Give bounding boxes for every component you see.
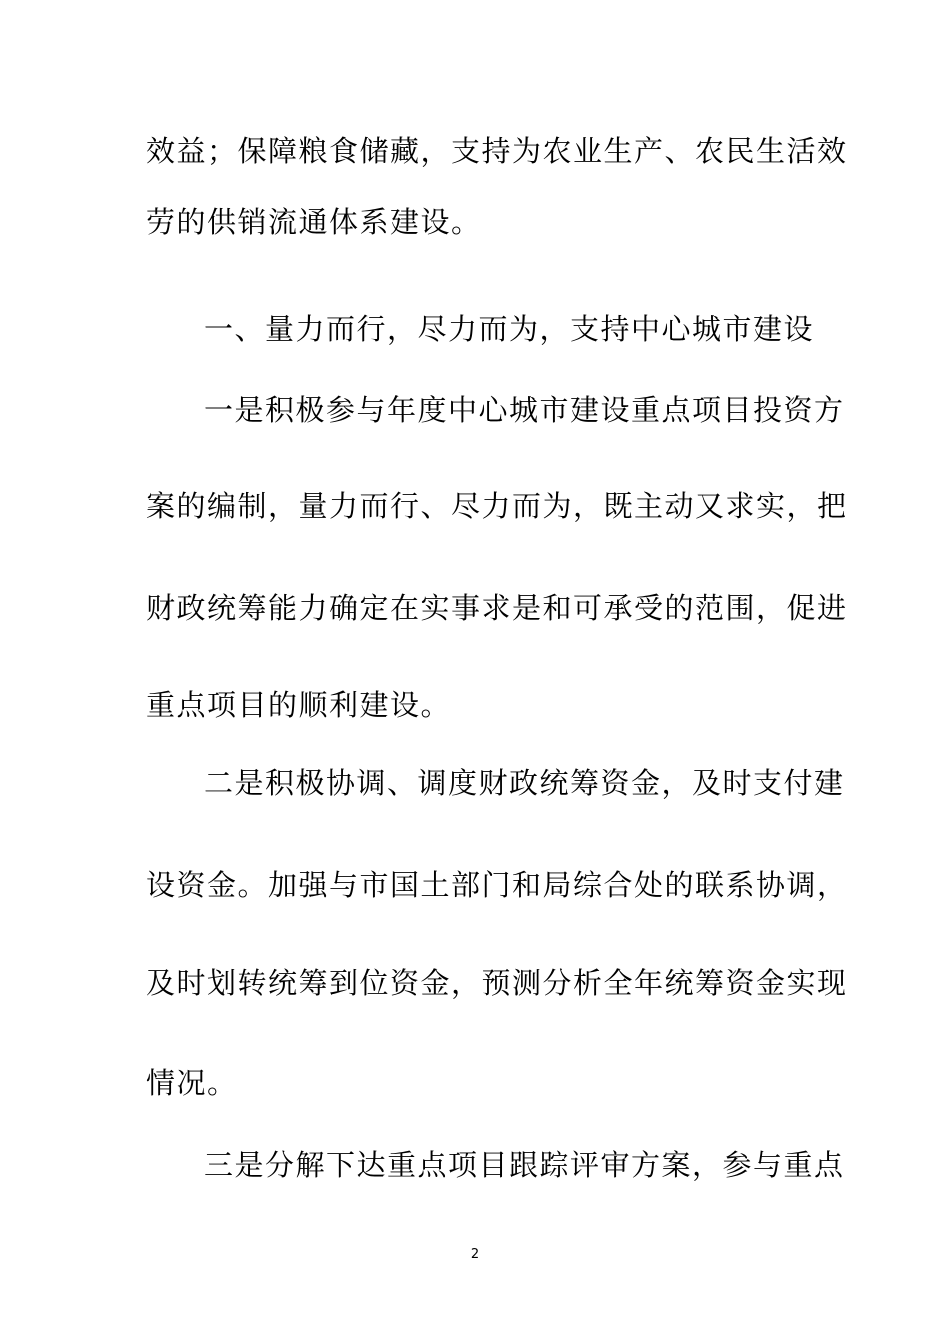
body-text-line: 财政统筹能力确定在实事求是和可承受的范围，促进	[146, 591, 848, 625]
body-text-line: 设资金。加强与市国土部门和局综合处的联系协调，	[146, 868, 848, 902]
body-text-line: 及时划转统筹到位资金，预测分析全年统筹资金实现	[146, 966, 848, 1000]
body-text-line: 情况。	[146, 1066, 238, 1100]
section-heading: 一、量力而行，尽力而为，支持中心城市建设	[204, 312, 815, 346]
body-text-line: 重点项目的顺利建设。	[146, 688, 452, 722]
body-text-line: 三是分解下达重点项目跟踪评审方案，参与重点	[204, 1148, 845, 1182]
body-text-line: 二是积极协调、调度财政统筹资金，及时支付建	[204, 766, 845, 800]
body-text-line: 案的编制，量力而行、尽力而为，既主动又求实，把	[146, 489, 848, 523]
page-number: 2	[470, 1247, 480, 1262]
body-text-line: 一是积极参与年度中心城市建设重点项目投资方	[204, 393, 845, 427]
body-text-line: 效益；保障粮食储藏，支持为农业生产、农民生活效	[146, 134, 848, 168]
body-text-line: 劳的供销流通体系建设。	[146, 205, 482, 239]
